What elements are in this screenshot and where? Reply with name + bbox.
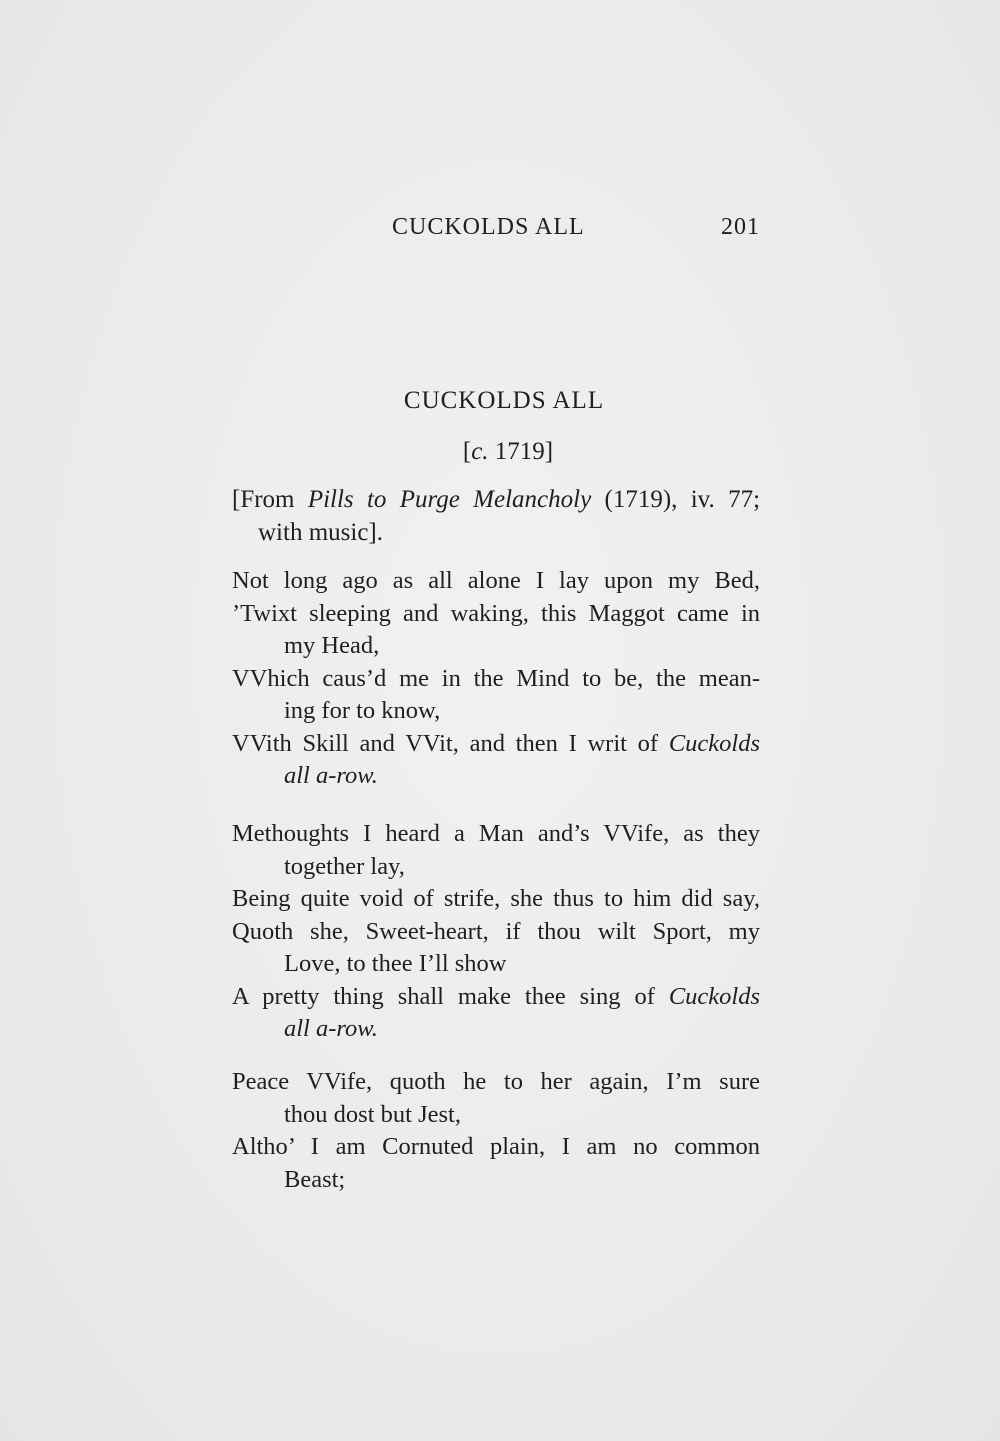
verse-line: Peace VVife, quoth he to her again, I’m sure xyxy=(232,1068,760,1095)
running-title: CUCKOLDS ALL xyxy=(392,214,585,240)
verse-text: VVith Skill and VVit, and then I writ of xyxy=(232,729,669,757)
date-bracket: [ xyxy=(462,438,472,465)
verse-line: all a-row. xyxy=(284,1015,378,1042)
verse-line xyxy=(232,981,760,1014)
verse-line: my Head, xyxy=(284,632,380,659)
verse-line: thou dost but Jest, xyxy=(284,1100,461,1128)
stanza-2 xyxy=(232,818,760,1046)
source-book-title: Pills to Purge Melancholy xyxy=(307,486,592,513)
verse-line: ing for to know, xyxy=(284,697,441,724)
verse-line: Methoughts I heard a Man and’s VVife, as they xyxy=(232,820,760,847)
verse-line xyxy=(232,728,760,761)
verse-line: all a-row. xyxy=(284,762,378,789)
verse-line: Beast; xyxy=(284,1165,346,1193)
source-suffix: (1719), iv. 77; xyxy=(591,486,761,513)
stanza-3 xyxy=(232,1066,760,1196)
source-note-line: with music]. xyxy=(258,518,383,546)
page-number: 201 xyxy=(721,214,760,240)
source-prefix: [From xyxy=(232,486,308,513)
verse-line: Altho’ I am Cornuted plain, I am no common xyxy=(232,1133,760,1160)
running-head xyxy=(232,214,760,250)
poem-date xyxy=(232,438,760,466)
date-year: 1719] xyxy=(488,438,554,465)
verse-line: Being quite void of strife, she thus to him did say, xyxy=(232,885,760,912)
date-circa: c. xyxy=(471,438,489,465)
verse-italic: Cuckolds xyxy=(668,982,760,1010)
stanza-1 xyxy=(232,565,760,793)
source-note xyxy=(232,484,760,549)
verse-line: together lay, xyxy=(284,852,405,880)
verse-line: Not long ago as all alone I lay upon my Bed, xyxy=(232,567,760,594)
verse-line: Quoth she, Sweet-heart, if thou wilt Sport, my xyxy=(232,917,760,945)
verse-italic: Cuckolds xyxy=(668,729,760,757)
source-note-line xyxy=(232,484,760,517)
poem-title: CUCKOLDS ALL xyxy=(403,387,605,414)
verse-line: VVhich caus’d me in the Mind to be, the mean- xyxy=(232,664,760,692)
verse-line: ’Twixt sleeping and waking, this Maggot came in xyxy=(232,599,760,627)
verse-line: Love, to thee I’ll show xyxy=(284,950,507,977)
verse-text: A pretty thing shall make thee sing of xyxy=(232,982,669,1010)
